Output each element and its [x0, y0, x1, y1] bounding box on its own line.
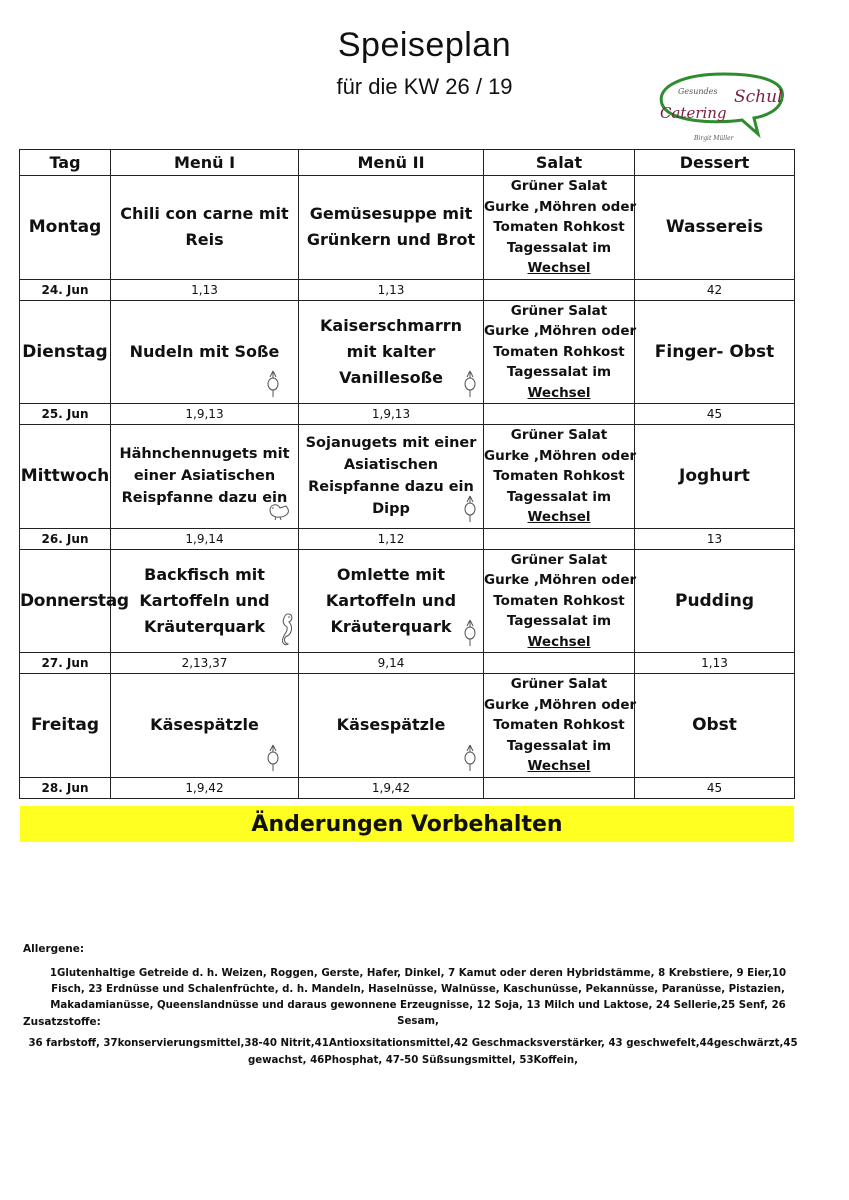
table-row: [20, 425, 795, 529]
salat-cell: [484, 176, 635, 280]
menu1-codes: 1,9,14: [111, 528, 299, 549]
salat-line: Gurke ,Möhren oder: [484, 572, 637, 588]
menu2-text: Omlette mit Kartoffeln und Kräuterquark: [325, 564, 457, 636]
salat-line: Tomaten Rohkost: [493, 717, 625, 733]
chicken-icon: [266, 500, 292, 520]
dessert-cell: Wassereis: [635, 176, 795, 280]
allergens-heading: Allergene:: [23, 943, 85, 955]
salat-line: Tagessalat im: [506, 364, 612, 380]
salat-codes: [484, 279, 635, 300]
menu1-cell: [111, 674, 299, 778]
menu1-text: Käsespätzle: [150, 715, 259, 735]
menu1-codes: 1,9,13: [111, 404, 299, 425]
menu1-cell: [111, 176, 299, 280]
day-date: 25. Jun: [20, 404, 111, 425]
salat-codes: [484, 528, 635, 549]
menu1-codes: 1,9,42: [111, 777, 299, 798]
day-date: 27. Jun: [20, 653, 111, 674]
menu-table: [19, 149, 795, 799]
salat-line: Grüner Salat: [510, 427, 608, 443]
menu2-cell: [299, 300, 484, 404]
logo-text-owner: Birgit Müller: [694, 135, 734, 142]
menu1-cell: [111, 300, 299, 404]
day-date: 26. Jun: [20, 528, 111, 549]
menu2-cell: [299, 176, 484, 280]
salat-line: Tagessalat im: [506, 239, 612, 256]
salat-line: Gurke ,Möhren oder: [484, 447, 637, 464]
menu2-text: Gemüsesuppe mit Grünkern und Brot: [306, 204, 476, 250]
salat-cell: [484, 425, 635, 529]
menu2-text: Käsespätzle: [336, 715, 446, 735]
day-name: Freitag: [20, 674, 111, 778]
table-row-codes: [20, 279, 795, 300]
salat-codes: [484, 404, 635, 425]
day-name: Montag: [20, 176, 111, 280]
table-row: [20, 300, 795, 404]
menu2-codes: 1,9,13: [299, 404, 484, 425]
menu1-text: Backfisch mit Kartoffeln und Kräuterquark: [139, 564, 270, 636]
day-date: 28. Jun: [20, 777, 111, 798]
dessert-cell: Joghurt: [635, 425, 795, 529]
table-header-row: [20, 150, 795, 176]
salat-line: Wechsel: [527, 633, 591, 650]
radish-icon: [461, 494, 479, 524]
menu2-cell: [299, 674, 484, 778]
salat-line: Wechsel: [527, 758, 591, 774]
menu1-cell: [111, 425, 299, 529]
salat-codes: [484, 777, 635, 798]
table-row-codes: [20, 528, 795, 549]
menu2-codes: 1,12: [299, 528, 484, 549]
allergens-text: 1Glutenhaltige Getreide d. h. Weizen, Roggen, Gerste, Hafer, Dinkel, 7 Kamut oder deren Hybridstämme, 8 Krebstiere, 9 Eier,10 Fisch, 23 Erdnüsse und Schalenfrüchte, d. h. Mandeln, Haselnüsse, Walnüsse, Kaschunüsse, Pekannüsse, Paranüsse, Pistazien, Makadamianüsse, Queenslandnüsse und daraus gewonnene Erzeugnisse, 12 Soja, 13 Milch und Laktose, 24 Sellerie,25 Senf, 26 Sesam,: [49, 968, 787, 1027]
day-name: Donnerstag: [20, 549, 111, 653]
dessert-codes: 42: [635, 279, 795, 300]
menu2-codes: 9,14: [299, 653, 484, 674]
radish-icon: [461, 369, 479, 399]
day-name: Dienstag: [20, 300, 111, 404]
menu1-codes: 2,13,37: [111, 653, 299, 674]
salat-cell: [484, 300, 635, 404]
radish-icon: [264, 743, 282, 773]
dessert-codes: 45: [635, 404, 795, 425]
header-menu2: Menü II: [299, 150, 484, 176]
table-row: [20, 549, 795, 653]
salat-line: Gurke ,Möhren oder: [484, 323, 637, 339]
table-row-codes: [20, 653, 795, 674]
salat-line: Tomaten Rohkost: [493, 219, 625, 235]
dessert-codes: 13: [635, 528, 795, 549]
salat-line: Grüner Salat: [510, 178, 608, 194]
salat-line: Tagessalat im: [506, 488, 612, 505]
logo-text-schul: Schul: [734, 87, 783, 107]
header-dessert: Dessert: [635, 150, 795, 176]
menu2-codes: 1,9,42: [299, 777, 484, 798]
salat-line: Grüner Salat: [510, 302, 608, 319]
additives-text: 36 farbstoff, 37konservierungsmittel,38-40 Nitrit,41Antioxsitationsmittel,42 Geschmacksverstärker, 43 geschwefelt,44geschwärzt,45 gewachst, 46Phosphat, 47-50 Süßsungsmittel, 53Koffein,: [28, 1038, 798, 1066]
menu1-cell: [111, 549, 299, 653]
radish-icon: [461, 743, 479, 773]
salat-codes: [484, 653, 635, 674]
table-row-codes: [20, 777, 795, 798]
table-row: [20, 176, 795, 280]
seahorse-icon: [278, 610, 296, 648]
header-tag: Tag: [20, 150, 111, 176]
page-title: Speiseplan: [337, 26, 512, 64]
salat-line: Gurke ,Möhren oder: [484, 696, 637, 713]
notice-banner: Änderungen Vorbehalten: [20, 806, 794, 842]
dessert-cell: Obst: [635, 674, 795, 778]
salat-cell: [484, 674, 635, 778]
salat-line: Wechsel: [527, 384, 591, 401]
menu2-text: Sojanugets mit einer Asiatischen Reispfanne dazu ein Dipp: [305, 435, 477, 518]
dessert-cell: Pudding: [635, 549, 795, 653]
caterer-logo: [654, 68, 788, 150]
salat-line: Gurke ,Möhren oder: [484, 198, 637, 215]
header-salat: Salat: [484, 150, 635, 176]
table-row-codes: [20, 404, 795, 425]
menu2-cell: [299, 425, 484, 529]
additives-heading: Zusatzstoffe:: [23, 1016, 101, 1028]
menu2-text: Kaiserschmarrn mit kalter Vanillesoße: [320, 315, 462, 387]
menu1-text: Chili con carne mit Reis: [120, 204, 289, 250]
page-subtitle: für die KW 26 / 19: [336, 74, 513, 99]
menu2-cell: [299, 549, 484, 653]
menu2-codes: 1,13: [299, 279, 484, 300]
salat-cell: [484, 549, 635, 653]
salat-line: Grüner Salat: [510, 551, 608, 568]
salat-line: Grüner Salat: [510, 676, 608, 692]
salat-line: Tomaten Rohkost: [493, 343, 625, 360]
radish-icon: [264, 369, 282, 399]
salat-line: Tomaten Rohkost: [493, 592, 625, 609]
salat-line: Wechsel: [527, 509, 591, 525]
menu1-codes: 1,13: [111, 279, 299, 300]
menu1-text: Hähnchennugets mit einer Asiatischen Reispfanne dazu ein: [119, 446, 290, 507]
header-menu1: Menü I: [111, 150, 299, 176]
radish-icon: [461, 618, 479, 648]
dessert-cell: Finger- Obst: [635, 300, 795, 404]
salat-line: Wechsel: [527, 260, 591, 276]
day-name: Mittwoch: [20, 425, 111, 529]
salat-line: Tomaten Rohkost: [493, 468, 625, 484]
day-date: 24. Jun: [20, 279, 111, 300]
logo-text-catering: Catering: [660, 104, 727, 122]
logo-text-gesundes: Gesundes: [678, 87, 718, 96]
dessert-codes: 1,13: [635, 653, 795, 674]
menu1-text: Nudeln mit Soße: [129, 341, 280, 361]
dessert-codes: 45: [635, 777, 795, 798]
salat-line: Tagessalat im: [506, 613, 612, 629]
table-row: [20, 674, 795, 778]
salat-line: Tagessalat im: [506, 737, 612, 754]
